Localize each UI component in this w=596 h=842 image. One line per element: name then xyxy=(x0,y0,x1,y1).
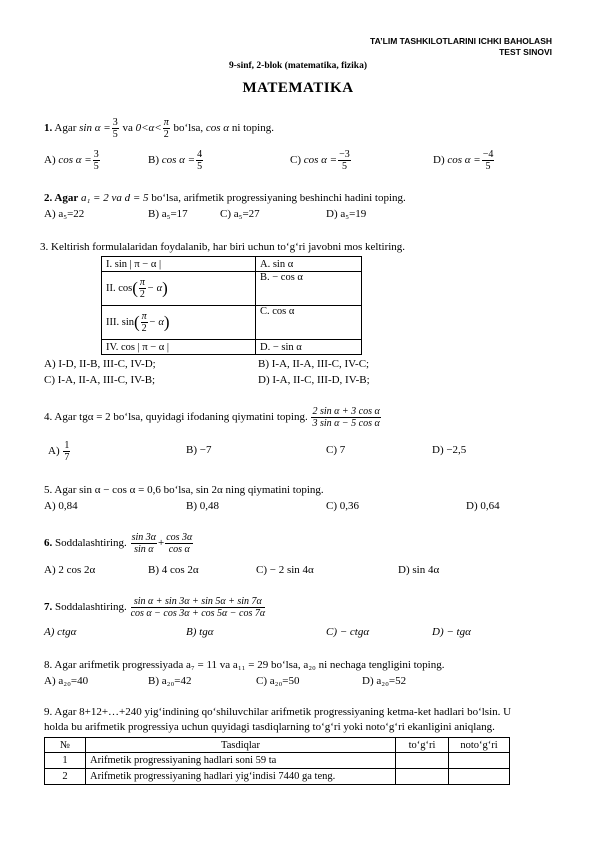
q7-option-b[interactable]: B) tgα xyxy=(186,626,214,638)
q2-a1: a₁ = 2 xyxy=(80,192,109,204)
q9-col-statements: Tasdiqlar xyxy=(86,738,396,753)
q8-option-d[interactable]: D) a₂₀=52 xyxy=(362,675,407,687)
q9-row-false-cell[interactable] xyxy=(449,753,510,769)
question-7 xyxy=(44,596,266,619)
q3-row-1 xyxy=(102,257,362,272)
q9-header-row xyxy=(45,738,510,753)
q5-option-a[interactable]: A) 0,84 xyxy=(44,500,78,512)
q1-frac-pi-2: $\frac{\pi}{2}$ xyxy=(163,117,169,140)
q3-row-2 xyxy=(102,272,362,306)
question-5: 5. Agar sin α − cos α = 0,6 bo‘lsa, sin 2α ning qiymatini toping. xyxy=(44,484,324,496)
q7-option-d[interactable]: D) − tgα xyxy=(432,626,471,638)
q5-option-c[interactable]: C) 0,36 xyxy=(326,500,359,512)
q2-va: va xyxy=(111,192,122,204)
question-4 xyxy=(44,406,382,429)
q3-matching-table xyxy=(101,256,362,355)
q6-plus: + xyxy=(157,537,165,550)
q9-col-number: № xyxy=(45,738,86,753)
q1-text-b: va xyxy=(122,122,133,135)
question-2 xyxy=(44,192,406,204)
q9-row-true-cell[interactable] xyxy=(396,769,449,785)
q6-frac-2: $\frac{\cos 3\alpha}{\text{cos α}}$ xyxy=(166,532,193,555)
q1-text-a: Agar xyxy=(54,122,77,135)
q6-frac-1: $\frac{\sin 3\alpha}{\text{sin α}}$ xyxy=(131,532,156,555)
q3-row-3 xyxy=(102,306,362,340)
q3-cell-right: B. − cos α xyxy=(256,272,362,306)
header-org: TA’LIM TASHKILOTLARINI ICHKI BAHOLASH xyxy=(370,36,552,46)
q2-option-c[interactable]: C) a₅=27 xyxy=(220,208,260,220)
q9-statements-table xyxy=(44,737,510,785)
q3-option-d[interactable]: D) I-A, II-C, III-D, IV-B; xyxy=(258,374,370,386)
q3-cell-right: D. − sin α xyxy=(256,340,362,355)
question-8: 8. Agar arifmetik progressiyada a₇ = 11 va a₁₁ = 29 bo‘lsa, a₂₀ ni nechaga tengligini toping. xyxy=(44,659,445,671)
q9-col-true: to‘g‘ri xyxy=(396,738,449,753)
q1-option-c[interactable]: C) cos α = $\frac{-3}{5}$ xyxy=(290,149,350,172)
q3-cell-right: A. sin α xyxy=(256,257,362,272)
q3-cell-left: III. sin( $\frac{\pi}{2}$ − α) xyxy=(102,306,256,340)
q7-option-c[interactable]: C) − ctgα xyxy=(326,626,370,638)
q6-option-b[interactable]: B) 4 cos 2α xyxy=(148,564,199,576)
q1-text-c: bo‘lsa, xyxy=(173,122,204,135)
q5-option-b[interactable]: B) 0,48 xyxy=(186,500,219,512)
q7-label: Soddalashtiring. xyxy=(55,601,127,614)
q6-option-a[interactable]: A) 2 cos 2α xyxy=(44,564,96,576)
page-title: MATEMATIKA xyxy=(242,80,354,96)
q1-number: 1. xyxy=(44,122,53,135)
q3-cell-right: C. cos α xyxy=(256,306,362,340)
q8-option-b[interactable]: B) a₂₀=42 xyxy=(148,675,192,687)
q3-cell-left: II. cos( $\frac{\pi}{2}$ − α) xyxy=(102,272,256,306)
header-test: TEST SINOVI xyxy=(499,47,552,57)
q7-number: 7. xyxy=(44,601,53,614)
q9-row-1 xyxy=(45,753,510,769)
q3-option-b[interactable]: B) I-A, II-A, III-C, IV-C; xyxy=(258,358,370,370)
q9-row-statement: Arifmetik progressiyaning hadlari yig‘indisi 7440 ga teng. xyxy=(86,769,396,785)
question-6 xyxy=(44,532,194,555)
q6-label: Soddalashtiring. xyxy=(55,537,127,550)
subtitle: 9-sinf, 2-blok (matematika, fizika) xyxy=(228,61,367,71)
q2-number: 2. Agar xyxy=(44,192,79,204)
q9-row-2 xyxy=(45,769,510,785)
q2-d: d = 5 xyxy=(124,192,149,204)
question-9-line-2: holda bu arifmetik progressiya uchun quyidagi tasdiqlarning to‘g‘ri yoki noto‘g‘ri ekanligini aniqlang. xyxy=(44,721,495,733)
q4-expression: $\frac{\text{2 sin α + 3 cos α}}{\text{3 sin α − 5 cos α}}$ xyxy=(312,406,380,429)
q9-row-number: 1 xyxy=(45,753,86,769)
q9-row-statement: Arifmetik progressiyaning hadlari soni 59 ta xyxy=(86,753,396,769)
q1-cos: cos α xyxy=(205,122,230,135)
q2-option-a[interactable]: A) a₅=22 xyxy=(44,208,85,220)
q2-text: bo‘lsa, arifmetik progressiyaning beshinchi hadini toping. xyxy=(151,192,406,204)
q5-option-d[interactable]: D) 0,64 xyxy=(466,500,500,512)
q7-expression: $\frac{\text{sin α + sin 3α + sin 5α + sin 7α}}{\text{cos α − cos 3α + cos 5α − cos 7α}}$ xyxy=(130,596,266,619)
q9-col-false: noto‘g‘ri xyxy=(449,738,510,753)
q4-option-a[interactable]: A) $\frac{1}{7}$ xyxy=(48,440,70,463)
q8-option-c[interactable]: C) a₂₀=50 xyxy=(256,675,300,687)
header xyxy=(370,36,552,58)
q3-option-c[interactable]: C) I-A, II-A, III-C, IV-B; xyxy=(44,374,156,386)
question-1 xyxy=(44,117,274,140)
q4-option-d[interactable]: D) −2,5 xyxy=(432,444,467,456)
q1-sin: sin α = xyxy=(79,122,111,135)
q1-condition: 0<α< xyxy=(135,122,162,135)
question-9-line-1: 9. Agar 8+12+…+240 yig‘indining qo‘shiluvchilar arifmetik progressiyaning ketma-ket hadlari bo‘lsin. U xyxy=(44,706,512,718)
q1-frac-3-5: $\frac{3}{5}$ xyxy=(112,117,118,140)
q3-cell-left: I. sin | π − α | xyxy=(102,257,256,272)
q4-option-b[interactable]: B) −7 xyxy=(186,444,212,456)
q9-row-true-cell[interactable] xyxy=(396,753,449,769)
q6-option-d[interactable]: D) sin 4α xyxy=(398,564,440,576)
q3-cell-left: IV. cos | π − α | xyxy=(102,340,256,355)
q1-text-d: ni toping. xyxy=(231,122,274,135)
q4-option-c[interactable]: C) 7 xyxy=(326,444,346,456)
q6-option-c[interactable]: C) − 2 sin 4α xyxy=(256,564,314,576)
q1-option-a[interactable]: A) cos α = $\frac{3}{5}$ xyxy=(44,149,99,172)
q1-option-d[interactable]: D) cos α = $\frac{-4}{5}$ xyxy=(433,149,494,172)
q4-text: 4. Agar tgα = 2 bo‘lsa, quyidagi ifodaning qiymatini toping. xyxy=(44,411,308,424)
q2-option-b[interactable]: B) a₅=17 xyxy=(148,208,188,220)
q2-option-d[interactable]: D) a₅=19 xyxy=(326,208,367,220)
q3-option-a[interactable]: A) I-D, II-B, III-C, IV-D; xyxy=(44,358,156,370)
q8-option-a[interactable]: A) a₂₀=40 xyxy=(44,675,89,687)
q9-row-false-cell[interactable] xyxy=(449,769,510,785)
q7-option-a[interactable]: A) ctgα xyxy=(44,626,77,638)
question-3: 3. Keltirish formulalaridan foydalanib, har biri uchun to‘g‘ri javobni mos keltiring. xyxy=(40,241,406,253)
q1-option-b[interactable]: B) cos α = $\frac{4}{5}$ xyxy=(148,149,203,172)
q6-number: 6. xyxy=(44,537,53,550)
q9-row-number: 2 xyxy=(45,769,86,785)
q3-row-4 xyxy=(102,340,362,355)
